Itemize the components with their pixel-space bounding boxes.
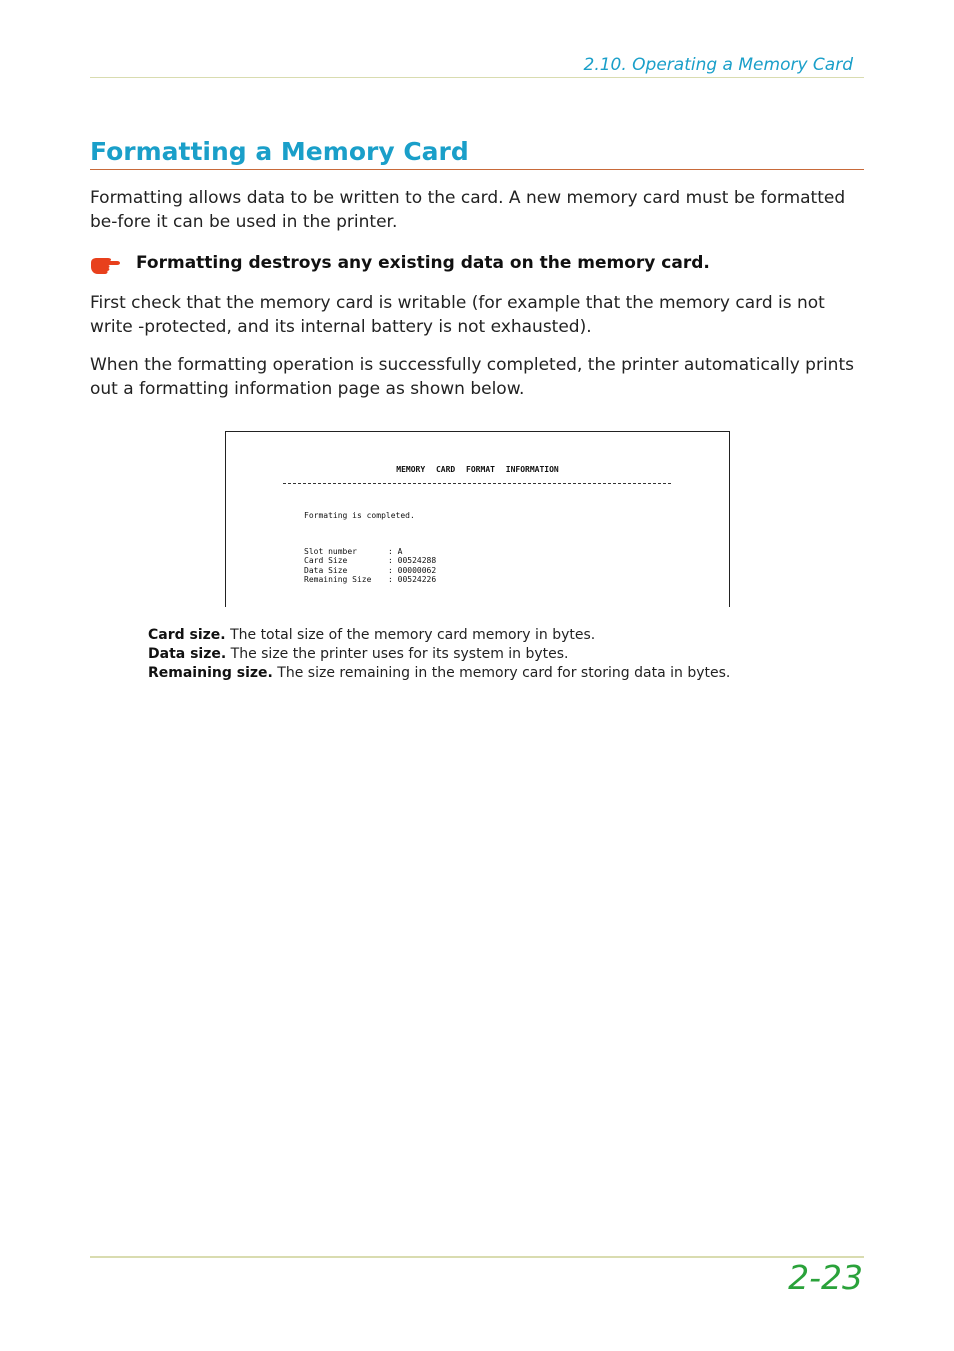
- row-value: : A: [388, 547, 403, 556]
- row-label: Slot number: [304, 547, 357, 556]
- row-label: Card Size: [304, 556, 348, 566]
- row-value: : 00524288: [388, 556, 437, 566]
- row-value: : 00000062: [388, 565, 437, 575]
- legend-term: Card size.: [148, 627, 226, 643]
- legend-desc: The total size of the memory card memory in bytes.: [230, 627, 596, 643]
- size-legend: [148, 626, 730, 683]
- row-value: : 00524226: [388, 574, 437, 584]
- printout-row: [304, 556, 436, 565]
- printout-message: Formating is completed.: [304, 511, 415, 520]
- legend-term: Remaining size.: [148, 665, 273, 681]
- legend-item: [148, 645, 730, 664]
- printout-title: MEMORY CARD FORMAT INFORMATION: [396, 465, 559, 474]
- printout-row: [304, 575, 436, 584]
- printout-row: [304, 547, 436, 556]
- legend-desc: The size the printer uses for its system in bytes.: [230, 646, 569, 662]
- header-rule: [90, 77, 864, 78]
- legend-desc: The size remaining in the memory card for storing data in bytes.: [277, 665, 731, 681]
- legend-item: [148, 664, 730, 683]
- check-paragraph: First check that the memory card is writable (for example that the memory card is not write -protected, and its internal battery is not exhausted).: [90, 293, 825, 337]
- pointing-hand-icon: [90, 253, 122, 275]
- page-number: 2-23: [788, 1258, 863, 1297]
- printout-row: [304, 566, 436, 575]
- printout-info-table: [304, 547, 436, 584]
- page-title: Formatting a Memory Card: [90, 137, 469, 166]
- row-label: Remaining Size: [304, 574, 372, 584]
- footer-rule: [90, 1256, 864, 1258]
- running-header: 2.10. Operating a Memory Card: [583, 55, 853, 75]
- format-info-printout: [225, 431, 730, 607]
- complete-paragraph: When the formatting operation is successfully completed, the printer automatically prints out a formatting information page as shown below.: [90, 355, 854, 399]
- legend-term: Data size.: [148, 646, 227, 662]
- row-label: Data Size: [304, 565, 348, 575]
- legend-item: [148, 626, 730, 645]
- printout-dashed-rule: [283, 483, 671, 484]
- intro-paragraph: Formatting allows data to be written to the card. A new memory card must be formatted be-fore it can be used in the printer.: [90, 188, 846, 232]
- warning-text: Formatting destroys any existing data on the memory card.: [136, 253, 710, 273]
- title-rule: [90, 169, 864, 170]
